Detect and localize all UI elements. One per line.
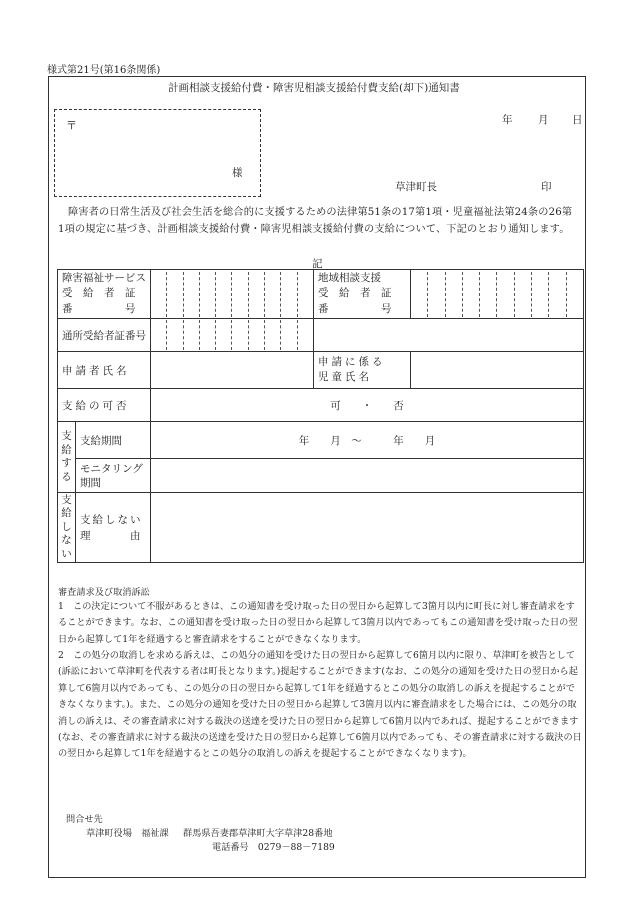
address-box <box>54 109 261 197</box>
applicant-name-value <box>151 352 314 389</box>
approval-value: 可 ・ 否 <box>151 389 584 422</box>
contact-office: 草津町役場 福祉課 <box>86 828 169 839</box>
monitoring-label: モニタリング 期間 <box>76 459 151 493</box>
contact-heading: 問合せ先 <box>66 814 103 825</box>
approval-label: 支給の可否 <box>58 389 151 422</box>
honorific: 様 <box>232 167 243 179</box>
form-title: 計画相談支援給付費・障害児相談支援給付費支給(却下)通知書 <box>168 82 460 94</box>
nopay-group-label: 支 給 し な い <box>58 493 76 563</box>
contact-address: 群馬県吾妻郡草津町大字草津28番地 <box>183 828 333 839</box>
period-label: 支給期間 <box>76 422 151 459</box>
postal-mark: 〒 <box>66 119 77 132</box>
ki-label: 記 <box>312 258 323 270</box>
issuer-seal: 印 <box>541 181 552 193</box>
date-month: 月 <box>538 114 549 126</box>
service-cert-label: 障害福祉サービス 受 給 者 証 番 号 <box>58 270 151 319</box>
service-cert-number <box>151 270 314 319</box>
blank-cell <box>314 319 584 352</box>
note-item-1: 1 この決定について不服があるときは、この通知書を受け取った日の翌日から起算して3箇月以内に町長に対し審査請求をすることができます。なお、この通知書を受け取った日の翌日から起算して3箇月以内であってもこの通知書を受け取った日の翌日から起算して1年を経過すると審査請求をすることができなくなります。 <box>58 601 578 645</box>
date-year: 年 <box>502 114 513 126</box>
note-item-2: 2 この処分の取消しを求める訴えは、この処分の通知を受けた日の翌日から起算して6箇月以内に限り、草津町を被告として(訴訟において草津町を代表する者は町長となります。)提起することができます(なお、この処分の通知を受けた日の翌日から起算して6箇月以内であっても、この処分の日の翌日から起算して1年を経過するとこの処分の取消しの訴えを提起することができなくなります。)。また、この処分の通知を受けた日の翌日から起算して3箇月以内に審査請求をした場合には、この処分の取消しの訴えは、その審査請求に対する裁決の送達を受けた日の翌日から起算して6箇月以内であれば、提起することができます(なお、その審査請求に対する裁決の送達を受けた日の翌日から起算して6箇月以内であっても、その審査請求に対する裁決の日の翌日から起算して1年を経過するとこの処分の取消しの訴えを提起することができなくなります)。 <box>58 650 582 760</box>
form-number: 様式第21号(第16条関係) <box>47 65 161 76</box>
regional-cert-number <box>411 270 584 319</box>
child-name-label: 申請に係る 児童氏名 <box>314 352 411 389</box>
monitoring-value <box>151 459 584 493</box>
issuer-name: 草津町長 <box>395 181 437 193</box>
regional-cert-label: 地域相談支援 受 給 者 証 番 号 <box>314 270 411 319</box>
child-name-value <box>411 352 584 389</box>
notes-heading: 審査請求及び取消訴訟 <box>58 587 150 598</box>
contact-phone: 電話番号 0279－88－7189 <box>212 842 335 853</box>
notice-body: 障害者の日常生活及び社会生活を総合的に支援するための法律第51条の17第1項・児童福祉法第24条の26第1項の規定に基づき、計画相談支援給付費・障害児相談支援給付費の支給について、下記のとおり通知します。 <box>58 207 573 235</box>
applicant-name-label: 申請者氏名 <box>58 352 151 389</box>
notice-table <box>57 269 584 563</box>
pay-group-label: 支 給 す る <box>58 422 76 493</box>
day-care-cert-label: 通所受給者証番号 <box>58 319 151 352</box>
reason-label: 支給しない 理 由 <box>76 493 151 563</box>
reason-value <box>151 493 584 563</box>
period-value: 年 月 ～ 年 月 <box>151 422 584 459</box>
day-care-cert-number <box>151 319 314 352</box>
date-day: 日 <box>572 114 583 126</box>
